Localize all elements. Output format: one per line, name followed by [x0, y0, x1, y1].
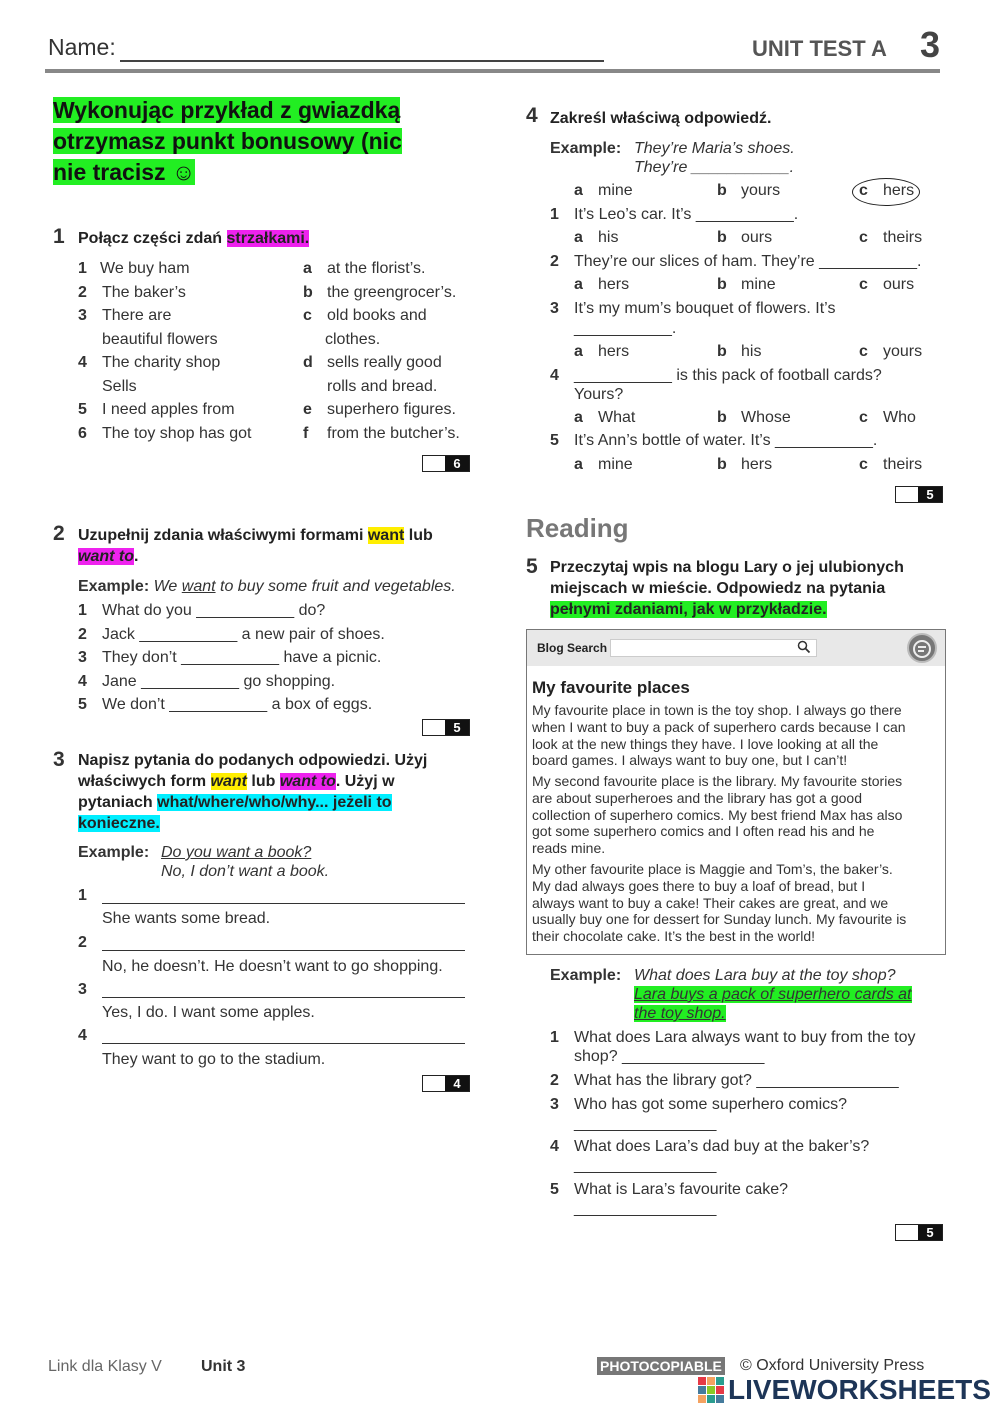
blog-line: board games. I always want to buy one, but I can’t! [532, 752, 848, 769]
example-answer-line: Lara buys a pack of superhero cards at [634, 986, 912, 1003]
section-number: 3 [53, 748, 65, 771]
match-left-item[interactable] [78, 283, 298, 307]
title-line: Napisz pytania do podanych odpowiedzi. Użyj [78, 752, 428, 769]
example [78, 577, 488, 597]
bonus-line-text: nie tracisz [53, 159, 166, 185]
item-text: The baker’s [102, 283, 186, 301]
option[interactable] [574, 228, 618, 248]
score-box [895, 486, 943, 503]
option-text: ours [883, 276, 915, 293]
blog-title: My favourite places [532, 678, 690, 697]
option[interactable] [717, 408, 791, 428]
section-title [78, 750, 488, 834]
blog-paragraph [532, 773, 942, 857]
question-text[interactable]: What is Lara’s favourite cake? [574, 1181, 789, 1198]
title-highlight: what/where/who/why... jeżeli to [157, 794, 392, 811]
option-letter: a [574, 456, 583, 473]
item-text: The toy shop has got [102, 424, 252, 442]
option-text: hers [598, 276, 630, 293]
option[interactable] [859, 342, 922, 362]
option-letter: a [574, 182, 583, 199]
item-text: Sells [102, 377, 137, 395]
score-box [422, 455, 470, 472]
item-letter: a [303, 260, 312, 277]
fill-item[interactable] [78, 625, 478, 649]
header-divider [45, 69, 940, 73]
score-box [422, 1075, 470, 1092]
title-text: pytaniach [78, 794, 153, 811]
fill-item[interactable] [78, 648, 478, 672]
blog-line: My dad always goes there to buy a loaf of bread, but I [532, 877, 866, 894]
title-text: lub [408, 527, 433, 544]
option-text: his [741, 343, 762, 360]
option[interactable] [859, 408, 916, 428]
title-line [78, 771, 488, 792]
example-question: Do you want a book? [161, 844, 312, 861]
section-title: Zakreśl właściwą odpowiedź. [550, 110, 772, 127]
section-number: 5 [526, 555, 538, 578]
title-line [78, 792, 488, 813]
title-highlight: strzałkami. [226, 230, 310, 247]
title-line [550, 599, 970, 620]
example-label: Example: [550, 967, 622, 984]
score-value: 5 [918, 1225, 942, 1240]
example-label: Example: [78, 578, 150, 595]
option-letter: a [574, 276, 583, 293]
item-number: 1 [550, 206, 559, 223]
option[interactable] [859, 228, 922, 248]
option-letter: b [717, 343, 727, 360]
item-text: beautiful flowers [102, 330, 218, 348]
given-answer: No, he doesn’t. He doesn’t want to go shopping. [102, 958, 443, 975]
bonus-note [53, 95, 473, 188]
name-label: Name: [48, 34, 116, 60]
option-text: yours [741, 182, 781, 199]
match-right-item[interactable] [303, 400, 483, 424]
option-text: hers [741, 456, 773, 473]
option-letter: a [574, 409, 583, 426]
match-right-item[interactable] [303, 353, 483, 377]
given-answer: Yes, I do. I want some apples. [102, 1004, 315, 1021]
score-value: 6 [445, 456, 469, 471]
item-text: the greengrocer’s. [327, 283, 457, 301]
match-right-item[interactable] [303, 306, 483, 330]
example-text: They’re Maria’s shoes. [634, 140, 795, 157]
blog-line: when I want to buy a pack of superhero cards because I can [532, 718, 906, 735]
answer-line[interactable] [102, 903, 465, 904]
bonus-line: Wykonując przykład z gwiazdką [53, 97, 401, 123]
bonus-line [53, 159, 195, 185]
item-text: rolls and bread. [327, 377, 438, 395]
option[interactable] [717, 342, 761, 362]
option-text: hers [598, 343, 630, 360]
example-label: Example: [550, 140, 622, 157]
blog-line: always want to buy a cake! Their cakes are great, and we [532, 894, 889, 911]
item-letter: f [303, 424, 309, 442]
option-letter: b [717, 182, 727, 199]
item-number: 6 [78, 424, 87, 442]
option-text: his [598, 229, 619, 246]
match-right-item [303, 330, 483, 354]
liveworksheets-brand[interactable]: LIVEWORKSHEETS [728, 1374, 991, 1405]
answer-line[interactable] [102, 997, 465, 998]
item-number: 4 [550, 1138, 559, 1155]
title-text: właściwych form [78, 773, 207, 790]
item-letter: b [303, 283, 313, 301]
fill-item[interactable] [78, 695, 478, 719]
option-letter: c [859, 456, 868, 473]
option-text: mine [598, 182, 633, 199]
section-title [78, 525, 478, 567]
score-value: 4 [445, 1076, 469, 1091]
item-number: 2 [78, 934, 87, 951]
item-text: superhero figures. [327, 401, 456, 418]
item-text: Jane ___________ go shopping. [102, 672, 336, 690]
item-number: 1 [78, 602, 87, 619]
blog-toolbar [527, 630, 945, 666]
question-text[interactable]: ________________ [574, 1157, 717, 1174]
question-text[interactable]: ________________ [574, 1115, 717, 1132]
copyright-text: © Oxford University Press [740, 1357, 925, 1374]
option[interactable] [717, 455, 772, 475]
unit-test-title: UNIT TEST A [752, 36, 887, 61]
score-box [895, 1224, 943, 1241]
answer-line[interactable] [102, 1043, 465, 1044]
option-text: mine [598, 456, 633, 473]
title-highlight: want [367, 527, 405, 544]
fill-item[interactable] [78, 601, 478, 625]
option-letter: b [717, 456, 727, 473]
example-answer [634, 985, 912, 1005]
section-number: 1 [53, 225, 65, 248]
item-number: 3 [78, 307, 87, 324]
item-number: 3 [550, 1096, 559, 1113]
match-left-item[interactable] [78, 400, 298, 424]
fill-item[interactable] [78, 672, 478, 696]
match-left-item[interactable] [78, 424, 298, 448]
option[interactable] [859, 181, 914, 201]
option[interactable] [859, 275, 914, 295]
blog-post [526, 629, 946, 955]
title-text: lub [251, 773, 276, 790]
match-left-item [78, 330, 298, 354]
blog-search-input[interactable] [610, 639, 817, 657]
blog-paragraph [532, 861, 942, 945]
liveworksheets-logo-icon [698, 1377, 724, 1403]
example-answer-line: the toy shop. [634, 1005, 726, 1022]
item-letter: e [303, 401, 312, 418]
question-text[interactable]: What has the library got? ________________ [574, 1072, 899, 1089]
question-text: It’s my mum’s bouquet of flowers. It’s [574, 300, 836, 317]
footer-book-title: Link dla Klasy V [48, 1358, 162, 1375]
item-number: 4 [78, 354, 87, 371]
item-text: at the florist’s. [327, 260, 426, 277]
title-line: Przeczytaj wpis na blogu Lary o jej ulubionych [550, 559, 904, 576]
score-box [422, 719, 470, 736]
question-text: ___________ is this pack of football cards? [574, 367, 882, 384]
option[interactable] [717, 275, 776, 295]
option-letter: c [859, 343, 868, 360]
fill-items [78, 601, 478, 719]
match-right-item[interactable] [303, 424, 483, 448]
item-number: 5 [78, 401, 87, 418]
example-text: to buy some fruit and vegetables. [220, 578, 456, 595]
example-answer: No, I don’t want a book. [161, 863, 330, 880]
item-number: 2 [78, 283, 87, 301]
question-text: They’re our slices of ham. They’re ___________. [574, 253, 922, 270]
blog-line: their chocolate cake. It’s the best in the world! [532, 928, 816, 945]
question-text[interactable]: ________________ [574, 1200, 717, 1217]
title-text: . [134, 548, 139, 565]
item-number: 5 [550, 1181, 559, 1198]
title-highlight: want [210, 773, 247, 790]
item-text: They don’t ___________ have a picnic. [102, 649, 382, 666]
section-title [550, 557, 970, 620]
option-letter: c [859, 276, 868, 293]
answer-line[interactable] [102, 950, 465, 951]
item-text: What do you ___________ do? [102, 602, 326, 619]
item-number: 5 [550, 432, 559, 449]
blog-line: look at the new things they have. I love looking at all the [532, 735, 879, 752]
blog-line: My second favourite place is the library. My favourite stories [532, 773, 903, 789]
question-text[interactable]: What does Lara’s dad buy at the baker’s? [574, 1138, 870, 1155]
blog-line: collection of superhero comics. My best friend Max has also [532, 806, 903, 823]
search-icon[interactable] [793, 640, 815, 656]
item-number: 4 [78, 672, 87, 690]
item-number: 3 [78, 981, 87, 998]
option-text: Who [883, 409, 916, 426]
match-left-item[interactable] [78, 306, 298, 330]
blog-line: My favourite place in town is the toy shop. I always go there [532, 702, 902, 718]
match-left-column [78, 259, 298, 447]
photocopiable-badge: PHOTOCOPIABLE [597, 1357, 725, 1375]
question-text[interactable]: What does Lara always want to buy from the toy [574, 1029, 916, 1046]
footer-unit: Unit 3 [201, 1358, 246, 1375]
given-answer: They want to go to the stadium. [102, 1051, 326, 1068]
option-text: Whose [741, 409, 791, 426]
item-number: 4 [78, 1027, 87, 1044]
given-answer: She wants some bread. [102, 910, 271, 927]
blog-search-label: Blog Search [537, 641, 608, 655]
match-right-column [303, 259, 483, 447]
option-letter: c [859, 182, 868, 199]
item-letter: d [303, 354, 313, 371]
example-text: We [153, 578, 178, 595]
score-value: 5 [918, 487, 942, 502]
option-text: What [598, 409, 636, 426]
blog-paragraph [532, 702, 942, 769]
example-label: Example: [78, 844, 150, 861]
match-right-item[interactable] [303, 259, 483, 283]
option[interactable] [574, 342, 629, 362]
item-number: 2 [550, 253, 559, 270]
item-text: clothes. [325, 330, 381, 348]
item-number: 1 [78, 260, 87, 277]
match-left-item [78, 377, 298, 401]
option-text: theirs [883, 456, 923, 473]
blog-line: reads mine. [532, 840, 606, 857]
item-text: I need apples from [102, 401, 235, 418]
example-question: What does Lara buy at the toy shop? [634, 967, 896, 984]
option[interactable] [859, 455, 922, 475]
option-letter: a [574, 229, 583, 246]
item-text: There are [102, 307, 172, 324]
example-answer: want [181, 578, 216, 595]
title-highlight: want to [279, 773, 336, 790]
option[interactable] [574, 181, 633, 201]
option[interactable] [717, 181, 780, 201]
item-number: 5 [78, 696, 87, 713]
item-number: 2 [550, 1072, 559, 1089]
blog-line: got some superhero comics and I often read his and he [532, 823, 875, 840]
item-number: 3 [550, 300, 559, 317]
title-line [78, 813, 488, 834]
option-text: mine [741, 276, 776, 293]
title-text: Połącz części zdań [78, 230, 223, 247]
question-text[interactable]: Who has got some superhero comics? [574, 1096, 848, 1113]
option[interactable] [574, 455, 633, 475]
item-letter: c [303, 307, 312, 324]
title-highlight: konieczne. [78, 815, 160, 832]
question-text: Yours? [574, 386, 624, 403]
example-answer [634, 1004, 726, 1024]
item-text: We don’t ___________ a box of eggs. [102, 696, 373, 713]
title-highlight: pełnymi zdaniami, jak w przykładzie. [550, 601, 827, 618]
question-text: ___________. [574, 320, 677, 337]
section-number: 4 [526, 104, 538, 127]
match-left-item[interactable] [78, 259, 298, 283]
item-number: 1 [550, 1029, 559, 1046]
match-right-item[interactable] [303, 283, 483, 307]
item-text: from the butcher’s. [327, 424, 460, 442]
avatar-icon [907, 633, 937, 663]
name-field[interactable] [120, 60, 604, 62]
section-number: 2 [53, 522, 65, 545]
unit-number: 3 [920, 24, 941, 65]
question-text: It’s Leo’s car. It’s ___________. [574, 206, 799, 223]
match-right-item [303, 377, 483, 401]
option[interactable] [574, 408, 635, 428]
item-text: sells really good [327, 354, 442, 371]
item-number: 3 [78, 649, 87, 666]
section-title [78, 228, 309, 249]
question-text[interactable]: shop? ________________ [574, 1048, 765, 1065]
blog-line: usually buy one for dessert for Sunday lunch. My favourite is [532, 911, 907, 928]
item-number: 2 [78, 625, 87, 643]
title-text: . Użyj w [335, 773, 395, 790]
option-letter: a [574, 343, 583, 360]
option-letter: b [717, 276, 727, 293]
option-text: hers [883, 182, 915, 199]
item-text: old books and [327, 307, 427, 324]
option-letter: c [859, 409, 868, 426]
smiley-icon: ☺ [171, 159, 196, 185]
reading-heading: Reading [526, 513, 629, 543]
example-text: They’re ___________. [634, 159, 795, 176]
item-number: 1 [78, 887, 87, 904]
title-line: miejscach w mieście. Odpowiedz na pytania [550, 580, 886, 597]
option[interactable] [574, 275, 629, 295]
item-number: 4 [550, 367, 559, 384]
option-text: yours [883, 343, 923, 360]
option-letter: b [717, 409, 727, 426]
option-letter: c [859, 229, 868, 246]
match-left-item[interactable] [78, 353, 298, 377]
item-text: The charity shop [102, 354, 221, 371]
blog-line: are about superheroes and the library has got a good [532, 789, 863, 806]
title-text: Uzupełnij zdania właściwymi formami [78, 527, 364, 544]
option-letter: b [717, 229, 727, 246]
item-text: Jack ___________ a new pair of shoes. [102, 625, 385, 643]
title-highlight: want to [78, 548, 134, 565]
option-text: theirs [883, 229, 923, 246]
bonus-line: otrzymasz punkt bonusowy (nic [53, 128, 402, 154]
option[interactable] [717, 228, 772, 248]
blog-line: My other favourite place is Maggie and Tom’s, the baker’s. [532, 861, 893, 877]
option-text: ours [741, 229, 773, 246]
item-text: We buy ham [100, 260, 190, 277]
score-value: 5 [445, 720, 469, 735]
question-text: It’s Ann’s bottle of water. It’s ___________. [574, 432, 878, 449]
